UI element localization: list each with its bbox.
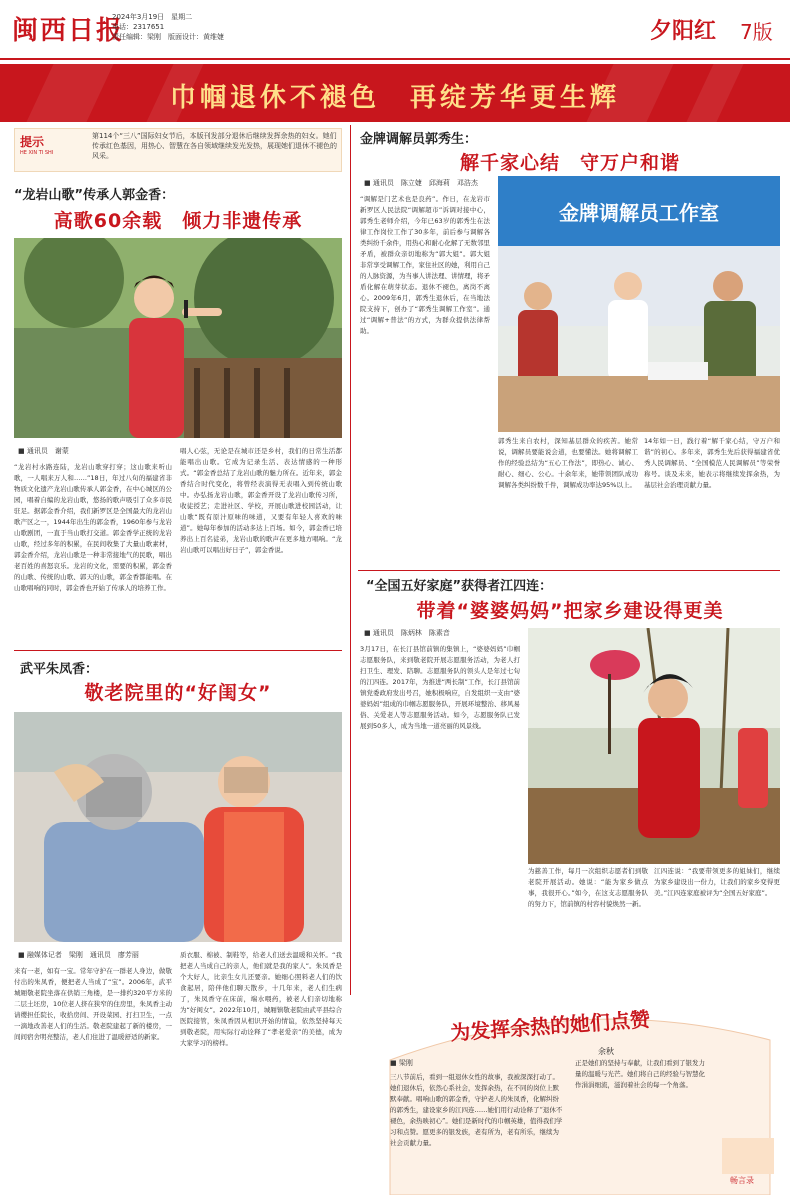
article3-column-3: 14年如一日，践行着“解千家心结，守万户和谐”的初心。多年来，郭秀生先后获得福建省优秀人民调解员、“全国模范人民调解员”等荣誉称号。谈及未来，她表示将继续发挥余热，为基层社会治理贡献力量。 [644,437,780,489]
article2-column-2: 质衣服、棉被、制鞋等，给老人们送去温暖和关怀。“我把老人当成自己的亲人，他们就是我的家人”。朱凤香是个大好人，比亲生女儿还要亲。她细心照料老人们的饮食起居，陪伴他们聊天散步，十几年来，老人们生病了，朱凤香守在床前，端水喂药，被老人们亲切地称为“好闺女”。2022年10月，城厢镇敬老院由武平县综合医院接管，朱凤香因从相识开始的情谊，依然坚持每天到敬老院，用实际行动诠释了“孝老爱亲”的美德，成为大家学习的榜样。 [180,951,342,1047]
divider [358,570,780,571]
section-name: 夕阳红 [650,19,717,44]
article1-photo [14,238,342,438]
article2-byline: ■ 融媒体记者 梁刚 通讯员 廖芳丽 [18,951,139,959]
comment-ribbon: 为发挥余热的她们点赞 [449,1007,651,1045]
article1-headline: 高歌60余载 倾力非遗传承 [53,210,303,232]
masthead-meta [112,12,224,42]
page-banner [0,64,790,122]
article4-column-2: 为慈善工作，每月一次组织志愿者们到敬老院开展活动。她说：“能为家乡做点事，我很开心。”如今，在这支志愿服务队的努力下，馆前镇的村容村貌焕然一新。 [528,867,648,908]
article3-column-1: “调解是门艺术也是良药”。作日，在龙岩市新罗区人民法院“调解超市”诉调对接中心，郭秀生老师介绍，今年已63岁的郭秀生在法律工作岗位工作了30多年，前后参与调解各类纠纷千余件，用热心和耐心化解了无数邻里矛盾，被群众亲切地称为“郭大姐”。郭大姐非常享受调解工作，家住社区的她，利用自己的人脉资源，为当事人讲法理、讲情理，将矛盾化解在萌芽状态。退休不褪色，离岗不离心。2009年6月，郭秀生退休后，在当地法院支持下，创办了“郭秀生调解工作室”。通过“调解+普法”的方式，为群众提供法律帮助。 [360,195,490,335]
banner-title: 巾帼退休不褪色 再绽芳华更生辉 [169,83,620,113]
article2-kicker: 武平朱凤香： [20,662,99,677]
comment-side-column [718,1058,778,1188]
page-number: 7版 [740,20,773,44]
newspaper-logo: 闽西日报 [12,16,125,46]
office-sign: 金牌调解员工作室 [559,201,719,225]
comment-column-2: 正是她们的坚持与奉献，让我们看到了银发力量的温暖与光芒。她们将自己的经验与智慧化作涓涓细流，滋润着社会的每一个角落。 [575,1059,705,1089]
article1-column-1: “龙岩村水路连陆，龙岩山歌穿打穿；这山歌来听山歌，一人唱来万人和……”18日，年过八旬的福建省非物质文化遗产龙岩山歌传承人郭金香，在中心城区的公园，唱着自编的龙岩山歌，悠扬的歌声吸引了众多市民驻足。据郭金香介绍，我们新罗区是全国最大的龙岩山歌产区之一，1944年出生的郭金香，1960年参与龙岩山歌剧团，一直于当山歌打交道。郭金香学正统的龙岩山歌，经过多年的积累，在民间收集了大量山歌素材，郭金香介绍，龙岩山歌是一种非常接地气的民歌，唱出老百姓的喜怒哀乐。龙岩的文化，需要的积累，郭金香的山歌、传统的山歌、郭天的山歌，郭金香都能唱。在山歌唱响的同时，郭金香也开始了传承人的培养工作。 [14,463,172,592]
prompt-text: 第114个“三八”国际妇女节后，本版刊发部分退休后继续发挥余热的妇女。她们传承红色基因，用热心、智慧在各自领域继续发光发热，展现她们退休不褪色的风采。 [92,132,337,160]
caregiver-photo [14,712,342,942]
prompt-badge-sub: HE XIN TI SHI [20,150,54,156]
comment-decoration [718,1058,778,1188]
article4-kicker: “全国五好家庭”获得者江四连： [366,579,553,594]
phone-line: 电话：2317651 [112,23,165,31]
singer-photo [14,238,342,438]
comment-column-1: 三八节前后，看到一组退休女性的故事，我被深深打动了。她们退休后，依然心系社会，发挥余热，在不同的岗位上默默奉献。唱响山歌的郭金香，守护老人的朱凤香，化解纠纷的郭秀生，建设家乡的江四连……她们用行动诠释了“退休不褪色，余热映初心”。她们是新时代的巾帼英雄，值得我们学习和点赞。愿更多的银发族，老有所为，老有所乐，继续为社会贡献力量。 [390,1073,563,1147]
article4-headline: 带着“婆婆妈妈”把家乡建设得更美 [416,600,724,622]
prompt-badge [20,133,80,165]
article3-headline: 解千家心结 守万户和谐 [459,152,680,174]
article4-byline: ■ 通讯员 陈炳林 陈素音 [364,629,450,637]
editor-line: 责任编辑：梁刚 版面设计：黄维婕 [112,33,224,41]
prompt-badge-label: 提示 [20,135,45,149]
article1-column-2: 唱人心弦，无论是在城市还是乡村，我们的日常生活都能唱出山歌。它成为记录生活、表达情感的一种形式。“郭金香总结了龙岩山歌的魅力所在。近年来，郭金香结合时代变化，将曾经表演得无表唱入到传统山歌中。办弘扬龙岩山歌，郭金香开设了龙岩山歌传习所，收徒授艺；走进社区、学校，开展山歌进校园活动，让山歌“既有原汁原味的味道，又要有年轻人喜欢的味道”。她每年参加的活动多达上百场。如今，郭金香已培养出上百名徒弟，龙岩山歌的歌声在更多地方唱响。“龙岩山歌可以唱出好日子”，郭金香说。 [180,447,342,554]
article2-column-1: 来有一老，如有一宝。常年守护在一群老人身边，做敬付出的朱凤香，便把老人当成了“宝”。2006年，武平城厢敬老院坐落在供销三角楼，是一排约320平方米的二层土坯房，10位老人挤在狭窄的住房里，朱凤香主动请缨担任院长，收拾房间、开设菜园、打扫卫生，一点一滴地改善老人们的生活。敬老院建起了新的楼房，一间间宿舍明亮整洁，老人们住进了温暖舒适的新家。 [14,967,172,1041]
article3-kicker: 金牌调解员郭秀生： [360,132,478,147]
comment-tag: 畅言录 [730,1176,754,1185]
article1-kicker: “龙岩山歌”传承人郭金香： [14,188,175,203]
mediation-office-photo [498,176,780,432]
article3-byline: ■ 通讯员 陈立婕 邱海莉 邓浩杰 [364,179,478,187]
article4-photo [528,628,780,864]
column-divider [350,125,351,995]
article3-photo [498,176,780,432]
article1-byline: ■ 通讯员 谢蒙 [18,447,69,455]
article4-column-1: 3月17日，在长汀县馆前镇的集镇上，“婆婆妈妈”巾帼志愿服务队，来到敬老院开展志愿服务活动，为老人打扫卫生、理发、陪聊。志愿服务队的领头人是年过七旬的江四连。2017年，为推进“两长制”工作，长汀县馆前镇党委政府发出号召，她积极响应，自发组织一支由“婆婆妈妈”组成的巾帼志愿服务队，开展环境整治、移风易俗、关爱老人等志愿服务活动。如今，志愿服务队已发展到50多人，成为当地一道亮丽的风景线。 [360,645,520,730]
volunteer-photo [528,628,780,864]
comment-title: 余秋 [598,1047,614,1056]
article2-headline: 敬老院里的“好闺女” [84,682,272,704]
date-line: 2024年3月19日 星期二 [112,13,193,21]
divider [14,650,342,651]
article3-column-2: 郭秀生来自农村，深知基层群众的疾苦。她常说，调解员要能说会道，也要懂法。她将调解工作的经验总结为“五心工作法”，即热心、诚心、耐心、细心、公心。十余年来，她带领团队成功调解各类纠纷数千件，调解成功率达95%以上。 [498,437,638,489]
comment-byline: ■ 梁刚 [390,1059,413,1067]
article4-column-3: 江四连说：“我要带领更多的姐妹们，继续为家乡建设出一份力，让我们的家乡变得更美。”江四连家庭被评为“全国五好家庭”。 [654,867,780,897]
article2-photo [14,712,342,942]
